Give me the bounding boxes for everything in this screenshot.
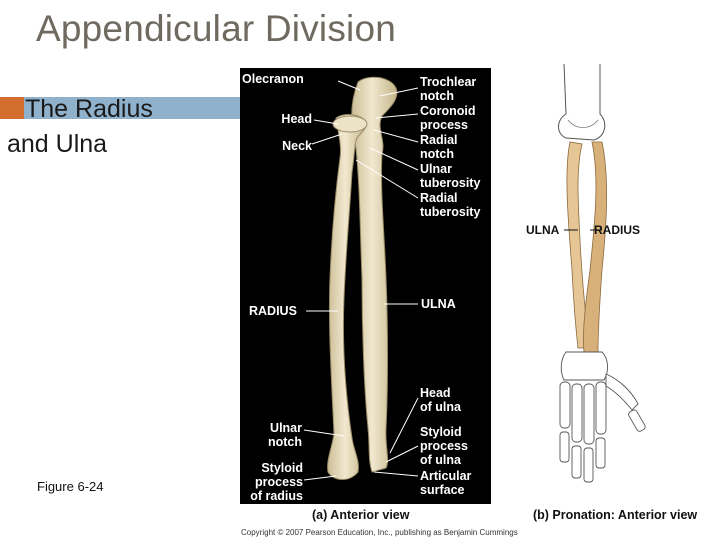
label-ulna: ULNA	[421, 297, 456, 311]
label-neck: Neck	[282, 139, 312, 153]
radial-head	[333, 116, 367, 132]
label-styloid-ulna-line2: process	[420, 439, 468, 453]
label-articular-surface	[420, 469, 471, 497]
label-coronoid-process-line1: Coronoid	[420, 104, 476, 118]
label-trochlear-notch-line1: Trochlear	[420, 75, 477, 89]
pronation-illustration	[520, 60, 720, 505]
label-articular-surface-line1: Articular	[420, 469, 472, 483]
label-styloid-radius-line3: of radius	[250, 489, 303, 503]
label-styloid-radius-line1: Styloid	[261, 461, 303, 475]
label-radial-tuberosity-line1: Radial	[420, 191, 458, 205]
label-trochlear-notch	[420, 75, 476, 103]
label-coronoid-process	[420, 104, 476, 132]
label-radial-tuberosity	[420, 191, 480, 219]
subtitle-line-1: The Radius	[25, 95, 153, 123]
label-radial-tuberosity-line2: tuberosity	[420, 205, 481, 219]
label-trochlear-notch-line2: notch	[420, 89, 455, 103]
label-coronoid-process-line2: process	[420, 118, 468, 132]
label-ulnar-tuberosity	[420, 162, 480, 190]
caption-pronation-view: (b) Pronation: Anterior view	[533, 508, 698, 522]
label-styloid-process-of-ulna	[420, 425, 468, 467]
label-ulnar-notch	[244, 421, 302, 449]
label-articular-surface-line2: surface	[420, 483, 465, 497]
label-styloid-radius-line2: process	[255, 475, 303, 489]
label-ulnar-notch-line1: Ulnar	[270, 421, 302, 435]
slide-title: Appendicular Division	[36, 8, 396, 49]
label-styloid-ulna-line1: Styloid	[420, 425, 462, 439]
caption-anterior-view: (a) Anterior view	[312, 508, 410, 522]
label-radial-notch	[420, 133, 458, 161]
label-radial-notch-line1: Radial	[420, 133, 458, 147]
copyright-notice: Copyright © 2007 Pearson Education, Inc., publishing as Benjamin Cummings	[241, 528, 518, 537]
label-olecranon: Olecranon	[242, 72, 304, 86]
figure-reference: Figure 6-24	[37, 479, 104, 494]
label-radius-pronation: RADIUS	[594, 223, 641, 237]
subtitle-line-2: and Ulna	[7, 130, 108, 158]
pronation-panel	[520, 60, 720, 505]
label-radius: RADIUS	[249, 304, 297, 318]
slide-subtitle	[7, 92, 153, 162]
label-ulnar-tuberosity-line1: Ulnar	[420, 162, 452, 176]
label-head-of-ulna	[420, 386, 461, 414]
label-ulna-pronation: ULNA	[526, 223, 560, 237]
label-ulnar-notch-line2: notch	[267, 435, 302, 449]
anterior-view-panel	[240, 68, 491, 504]
label-styloid-ulna-line3: of ulna	[420, 453, 461, 467]
label-head: Head	[281, 112, 312, 126]
label-radial-notch-line2: notch	[420, 147, 455, 161]
label-head-of-ulna-line2: of ulna	[420, 400, 461, 414]
label-styloid-process-of-radius	[242, 461, 303, 503]
label-ulnar-tuberosity-line2: tuberosity	[420, 176, 481, 190]
label-head-of-ulna-line1: Head	[420, 386, 451, 400]
